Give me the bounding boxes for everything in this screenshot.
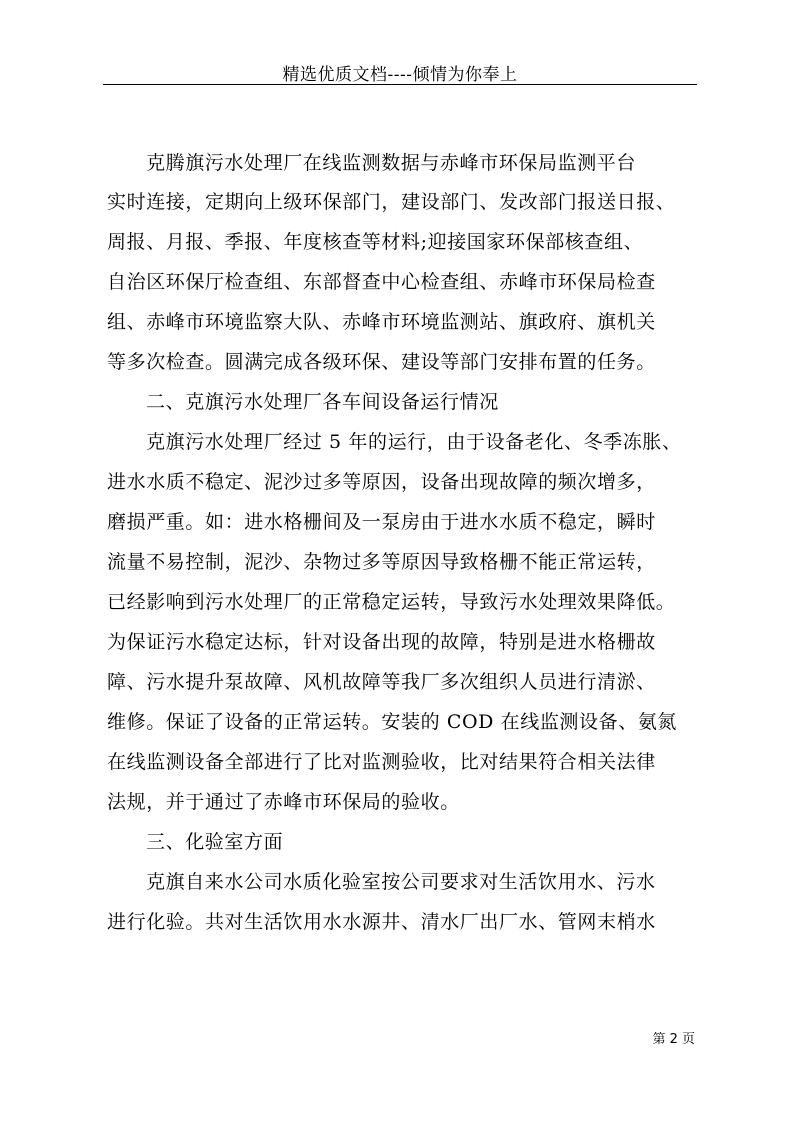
body-line: 流量不易控制，泥沙、杂物过多等原因导致格栅不能正常运转， [107,551,656,573]
body-line: 进水水质不稳定、泥沙过多等原因，设备出现故障的频次增多， [107,471,656,493]
body-line: 克腾旗污水处理厂在线监测数据与赤峰市环保局监测平台 [146,152,637,174]
section-heading: 二、克旗污水处理厂各车间设备运行情况 [146,391,499,413]
body-line: 磨损严重。如：进水格栅间及一泵房由于进水水质不稳定，瞬时 [107,511,656,533]
body-line: 维修。保证了设备的正常运转。安装的 COD 在线监测设备、氨氮 [107,711,678,733]
body-line: 为保证污水稳定达标，针对设备出现的故障，特别是进水格栅故 [107,631,656,653]
body-line: 组、赤峰市环境监察大队、赤峰市环境监测站、旗政府、旗机关 [107,311,656,333]
body-line: 克旗自来水公司水质化验室按公司要求对生活饮用水、污水 [146,871,656,893]
body-line: 进行化验。共对生活饮用水水源井、清水厂出厂水、管网末梢水 [107,911,656,933]
body-line: 法规，并于通过了赤峰市环保局的验收。 [107,791,460,813]
body-line: 在线监测设备全部进行了比对监测验收，比对结果符合相关法律 [107,751,656,773]
body-line: 等多次检查。圆满完成各级环保、建设等部门安排布置的任务。 [107,351,656,373]
body-line: 障、污水提升泵故障、风机故障等我厂多次组织人员进行清淤、 [107,671,656,693]
page-number: 第 2 页 [652,1032,695,1047]
body-line: 已经影响到污水处理厂的正常稳定运转，导致污水处理效果降低。 [107,591,676,613]
header-title: 精选优质文档----倾情为你奉上 [282,65,518,85]
body-line: 周报、月报、季报、年度核查等材料;迎接国家环保部核查组、 [107,231,644,253]
body-line: 实时连接，定期向上级环保部门，建设部门、发改部门报送日报、 [107,191,676,213]
body-line: 自治区环保厅检查组、东部督查中心检查组、赤峰市环保局检查 [107,271,656,293]
body-line: 克旗污水处理厂经过 5 年的运行，由于设备老化、冬季冻胀、 [146,431,682,453]
section-heading: 三、化验室方面 [146,831,284,853]
page-header [103,54,697,85]
